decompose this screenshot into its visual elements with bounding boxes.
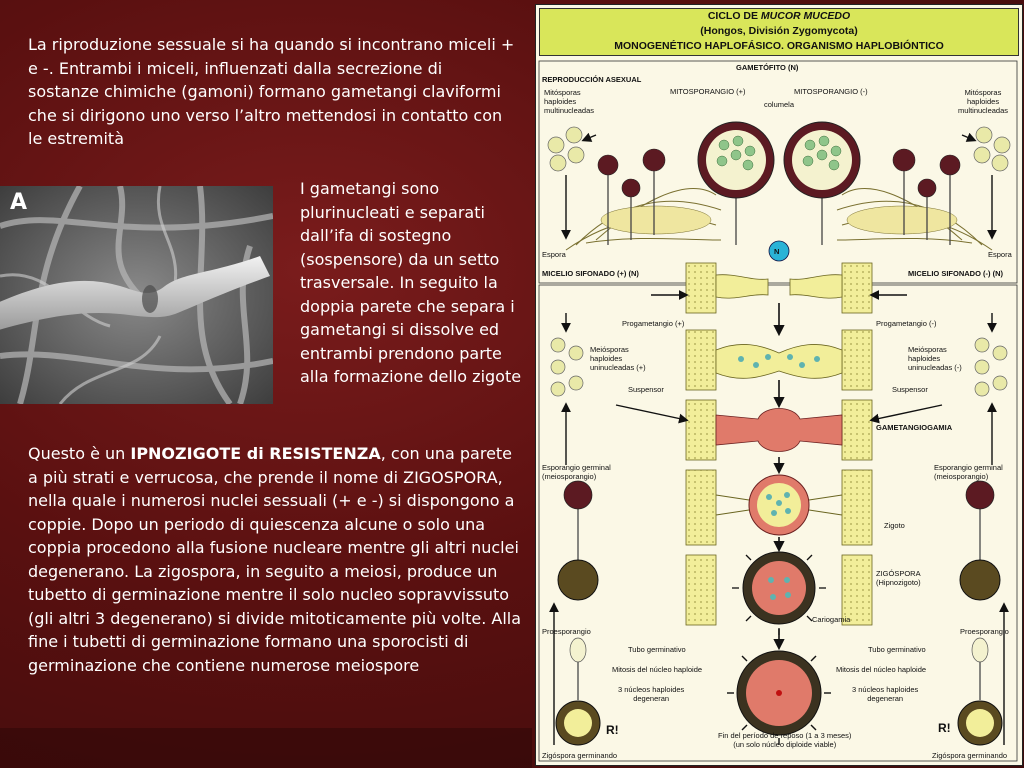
- label-gametofito: GAMETÓFITO (N): [736, 63, 799, 72]
- label-gametangiogamia: GAMETANGIOGAMIA: [876, 423, 953, 432]
- label-progametangio-minus: Progametangio (-): [876, 319, 937, 328]
- label-mitosporangio-plus: MITOSPORANGIO (+): [670, 87, 746, 96]
- label-repro-asexual: REPRODUCCIÓN ASEXUAL: [542, 75, 642, 84]
- label-mitosporas-right: Mitósporas haploides multinucleadas: [958, 88, 1009, 115]
- label-reposo: Fin del período de reposo (1 a 3 meses) (un solo núcleo diploide viable): [718, 731, 852, 749]
- paragraph-gametangia: I gametangi sono plurinucleati e separati dall’ifa di sostegno (sospensore) da un setto trasversale. In seguito la doppia parete che separa i gametangi si dissolve ed entrambi prendono parte alla formazione dello zigote: [300, 179, 522, 386]
- label-progametangio-plus: Progametangio (+): [622, 319, 685, 328]
- life-cycle-diagram: [535, 4, 1023, 766]
- p3-bold-term: IPNOZIGOTE di RESISTENZA: [130, 444, 381, 463]
- label-tubo-right: Tubo germinativo: [868, 645, 926, 654]
- label-mitosporangio-minus: MITOSPORANGIO (-): [794, 87, 868, 96]
- label-r-left: R!: [606, 723, 619, 737]
- diagram-drawing: [536, 5, 1022, 765]
- label-esporangio-left: Esporangio germinal (meiosporangio): [542, 463, 611, 481]
- label-micelio-plus: MICELIO SIFONADO (+) (N): [542, 269, 639, 278]
- p3-text-start: Questo è un: [28, 444, 131, 463]
- paragraph-zygospore: [28, 442, 522, 677]
- diagram-title: [539, 8, 1019, 56]
- label-zigospora: ZIGÓSPORA (Hipnozigoto): [876, 569, 921, 587]
- label-meiosporas-right: Meiósporas haploides uninucleadas (-): [908, 345, 962, 372]
- label-mitosis-left: Mitosis del núcleo haploide: [612, 665, 703, 674]
- label-suspensor-left: Suspensor: [628, 385, 664, 394]
- bottom-band: [0, 728, 532, 768]
- micrograph-photo: [0, 186, 273, 404]
- label-suspensor-right: Suspensor: [892, 385, 928, 394]
- label-r-right: R!: [938, 721, 951, 735]
- title-prefix: CICLO DE: [707, 10, 761, 22]
- title-line-2: (Hongos, División Zygomycota): [700, 25, 858, 37]
- n-badge: N: [774, 247, 780, 256]
- label-espora-left: Espora: [542, 250, 566, 259]
- label-micelio-minus: MICELIO SIFONADO (-) (N): [908, 269, 1003, 278]
- title-species: MUCOR MUCEDO: [760, 10, 851, 22]
- label-mitosis-right: Mitosis del núcleo haploide: [836, 665, 927, 674]
- label-tubo-left: Tubo germinativo: [628, 645, 686, 654]
- label-mitosporas-left: Mitósporas haploides multinucleadas: [544, 88, 595, 115]
- label-nucleos-right: 3 núcleos haploides degeneran: [852, 685, 919, 703]
- title-line-3: MONOGENÉTICO HAPLOFÁSICO. ORGANISMO HAPLOBIÓNTICO: [614, 40, 944, 52]
- label-proesporangio-right: Proesporangio: [960, 627, 1009, 636]
- label-columela: columela: [764, 100, 795, 109]
- label-cariogamia: Cariogamia: [812, 615, 851, 624]
- p3-text-rest: , con una parete a più strati e verrucosa, che prende il nome di ZIGOSPORA, nella quale i numerosi nuclei sessuali (+ e -) si dispongono a coppie. Dopo un periodo di quiescenza alcune o solo una coppia procedono alla fusione nucleare mentre gli altri nuclei degenerano. La zigospora, in seguito a meiosi, produce un tubetto di germinazione mentre il solo nucleo sopravvissuto (gli altri 3 degenerano) si divide mitoticamente più volte. Alla fine i tubetti di germinazione formano una sporocisti di germinazione che contiene numerose meiospore: [28, 444, 522, 675]
- label-nucleos-left: 3 núcleos haploides degeneran: [618, 685, 685, 703]
- label-esporangio-right: Esporangio germinal (meiosporangio): [934, 463, 1003, 481]
- label-proesporangio-left: Proesporangio: [542, 627, 591, 636]
- micrograph-image: [0, 186, 273, 404]
- paragraph-sexual-reproduction: La riproduzione sessuale si ha quando si incontrano miceli + e -. Entrambi i miceli, influenzati dalla secrezione di sostanze chimiche (gamoni) formano gametangi claviformi che si dirigono uno verso l’altro mettendosi in contatto con le estremità: [28, 35, 515, 148]
- label-meiosporas-left: Meiósporas haploides uninucleadas (+): [590, 345, 646, 372]
- label-zigospora-germ-right: Zigóspora germinando: [932, 751, 1008, 760]
- label-zigospora-germ-left: Zigóspora germinando: [542, 751, 618, 760]
- label-zigoto: Zigoto: [884, 521, 905, 530]
- label-espora-right: Espora: [988, 250, 1012, 259]
- photo-label: A: [10, 190, 28, 215]
